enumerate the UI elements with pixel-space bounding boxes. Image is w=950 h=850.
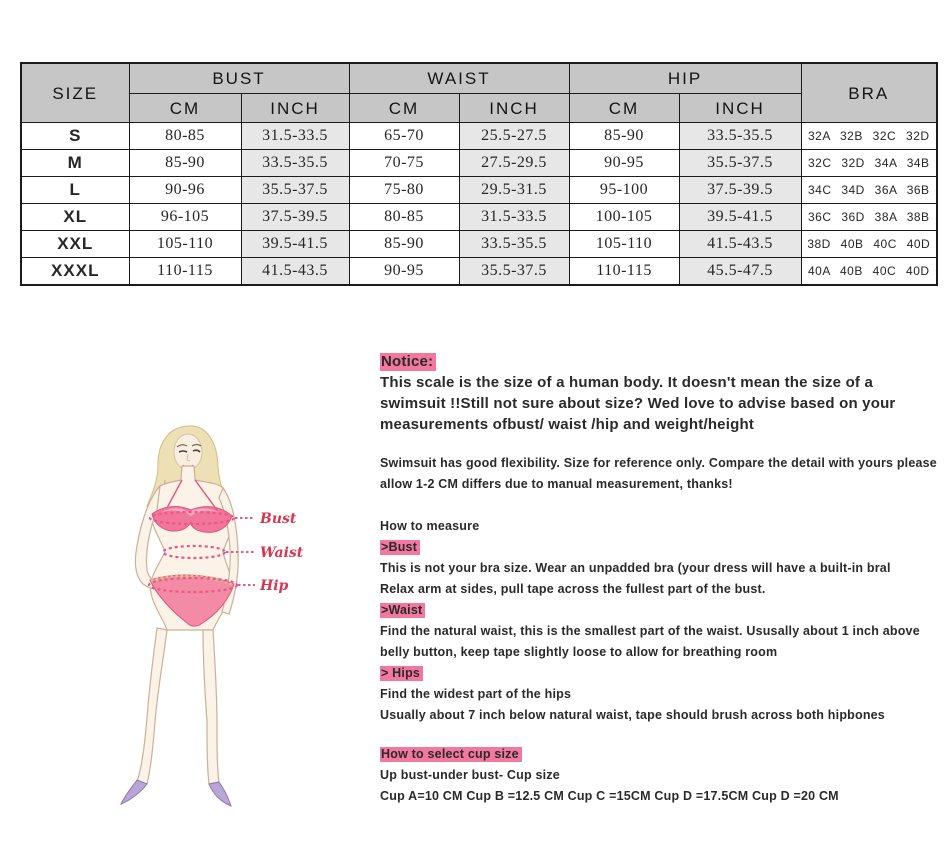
table-row-l [21, 177, 937, 204]
cup-size-line-1: Up bust-under bust- Cup size [380, 768, 560, 782]
header-hip-cm: CM [569, 94, 679, 123]
waist-inch-cell: 29.5-31.5 [459, 177, 569, 204]
left-shoe [121, 780, 147, 804]
waist-heading-text: >Waist [380, 603, 425, 618]
how-to-measure-heading: How to measure [380, 519, 480, 533]
size-cell: XXXL [21, 258, 129, 285]
hip-cm-cell: 85-90 [569, 123, 679, 150]
bust-instruction-1: This is not your bra size. Wear an unpadded bra (your dress will have a built-in bral [380, 561, 891, 575]
bust-cm-cell: 80-85 [129, 123, 241, 150]
waist-inch-cell: 35.5-37.5 [459, 258, 569, 285]
bust-label: Bust [260, 511, 297, 527]
notice-heading-text: Notice: [380, 353, 436, 371]
bust-inch-cell: 39.5-41.5 [241, 231, 349, 258]
bust-heading-text: >Bust [380, 540, 420, 555]
bra-cell: 36C 36D 38A 38B [801, 204, 937, 231]
waist-inch-cell: 27.5-29.5 [459, 150, 569, 177]
table-row-xl [21, 204, 937, 231]
bust-inch-cell: 35.5-37.5 [241, 177, 349, 204]
body-sketch-illustration [105, 418, 425, 828]
hip-inch-cell: 39.5-41.5 [679, 204, 801, 231]
size-cell: XL [21, 204, 129, 231]
flexibility-line-1: Swimsuit has good flexibility. Size for reference only. Compare the detail with yours please [380, 456, 937, 470]
bra-cell: 40A 40B 40C 40D [801, 258, 937, 285]
hip-label: Hip [260, 578, 289, 594]
hip-inch-cell: 37.5-39.5 [679, 177, 801, 204]
hip-cm-cell: 100-105 [569, 204, 679, 231]
hip-cm-cell: 95-100 [569, 177, 679, 204]
hip-inch-cell: 33.5-35.5 [679, 123, 801, 150]
hips-heading-text: > Hips [380, 666, 423, 681]
hips-heading [380, 663, 940, 684]
bust-cm-cell: 85-90 [129, 150, 241, 177]
bust-inch-cell: 33.5-35.5 [241, 150, 349, 177]
hip-cm-cell: 90-95 [569, 150, 679, 177]
waist-inch-cell: 33.5-35.5 [459, 231, 569, 258]
waist-instruction-1: Find the natural waist, this is the smallest part of the waist. Ususally about 1 inch above [380, 624, 920, 638]
table-row-xxxl [21, 258, 937, 285]
header-bust: BUST [129, 63, 349, 94]
table-row-m [21, 150, 937, 177]
flexibility-line-2: allow 1-2 CM differs due to manual measurement, thanks! [380, 477, 733, 491]
notice-line-2: swimsuit !!Still not sure about size? Wed love to advise based on your [380, 395, 896, 412]
notice-line-1: This scale is the size of a human body. It doesn't mean the size of a [380, 374, 874, 391]
size-cell: L [21, 177, 129, 204]
hips-instruction-1: Find the widest part of the hips [380, 687, 572, 701]
waist-cm-cell: 85-90 [349, 231, 459, 258]
bust-cm-cell: 110-115 [129, 258, 241, 285]
waist-cm-cell: 80-85 [349, 204, 459, 231]
bust-instruction-2: Relax arm at sides, pull tape across the fullest part of the bust. [380, 582, 766, 596]
hip-cm-cell: 110-115 [569, 258, 679, 285]
waist-cm-cell: 70-75 [349, 150, 459, 177]
table-row-s [21, 123, 937, 150]
header-bra: BRA [801, 63, 937, 123]
size-table [20, 62, 938, 286]
bra-cell: 38D 40B 40C 40D [801, 231, 937, 258]
cup-size-line-2: Cup A=10 CM Cup B =12.5 CM Cup C =15CM Cup D =17.5CM Cup D =20 CM [380, 789, 839, 803]
hip-inch-cell: 41.5-43.5 [679, 231, 801, 258]
instructions-block [380, 351, 940, 807]
waist-inch-cell: 25.5-27.5 [459, 123, 569, 150]
bra-cell: 32C 32D 34A 34B [801, 150, 937, 177]
size-cell: S [21, 123, 129, 150]
measurement-figure [105, 418, 425, 828]
waist-cm-cell: 90-95 [349, 258, 459, 285]
size-cell: XXL [21, 231, 129, 258]
waist-instruction-2: belly button, keep tape slightly loose to allow for breathing room [380, 645, 778, 659]
hip-inch-cell: 45.5-47.5 [679, 258, 801, 285]
header-hip-inch: INCH [679, 94, 801, 123]
header-waist: WAIST [349, 63, 569, 94]
waist-inch-cell: 31.5-33.5 [459, 204, 569, 231]
bust-cm-cell: 90-96 [129, 177, 241, 204]
size-cell: M [21, 150, 129, 177]
header-size: SIZE [21, 63, 129, 123]
notice-heading [380, 351, 940, 372]
face [174, 434, 202, 470]
waist-label: Waist [260, 545, 304, 561]
cup-size-heading-text: How to select cup size [380, 747, 522, 762]
bra-cell: 32A 32B 32C 32D [801, 123, 937, 150]
bust-inch-cell: 37.5-39.5 [241, 204, 349, 231]
bust-cm-cell: 105-110 [129, 231, 241, 258]
bust-heading [380, 537, 940, 558]
waist-cm-cell: 65-70 [349, 123, 459, 150]
bust-inch-cell: 31.5-33.5 [241, 123, 349, 150]
right-leg [203, 630, 219, 784]
waist-cm-cell: 75-80 [349, 177, 459, 204]
hips-instruction-2: Usually about 7 inch below natural waist, tape should brush across both hipbones [380, 708, 885, 722]
bust-inch-cell: 41.5-43.5 [241, 258, 349, 285]
right-shoe [209, 782, 231, 806]
cup-size-heading [380, 744, 940, 765]
header-waist-inch: INCH [459, 94, 569, 123]
bra-cell: 34C 34D 36A 36B [801, 177, 937, 204]
hip-cm-cell: 105-110 [569, 231, 679, 258]
notice-line-3: measurements ofbust/ waist /hip and weight/height [380, 416, 755, 433]
hip-inch-cell: 35.5-37.5 [679, 150, 801, 177]
header-waist-cm: CM [349, 94, 459, 123]
header-bust-cm: CM [129, 94, 241, 123]
left-leg [137, 628, 167, 784]
bust-cm-cell: 96-105 [129, 204, 241, 231]
waist-heading [380, 600, 940, 621]
header-bust-inch: INCH [241, 94, 349, 123]
header-hip: HIP [569, 63, 801, 94]
table-row-xxl [21, 231, 937, 258]
